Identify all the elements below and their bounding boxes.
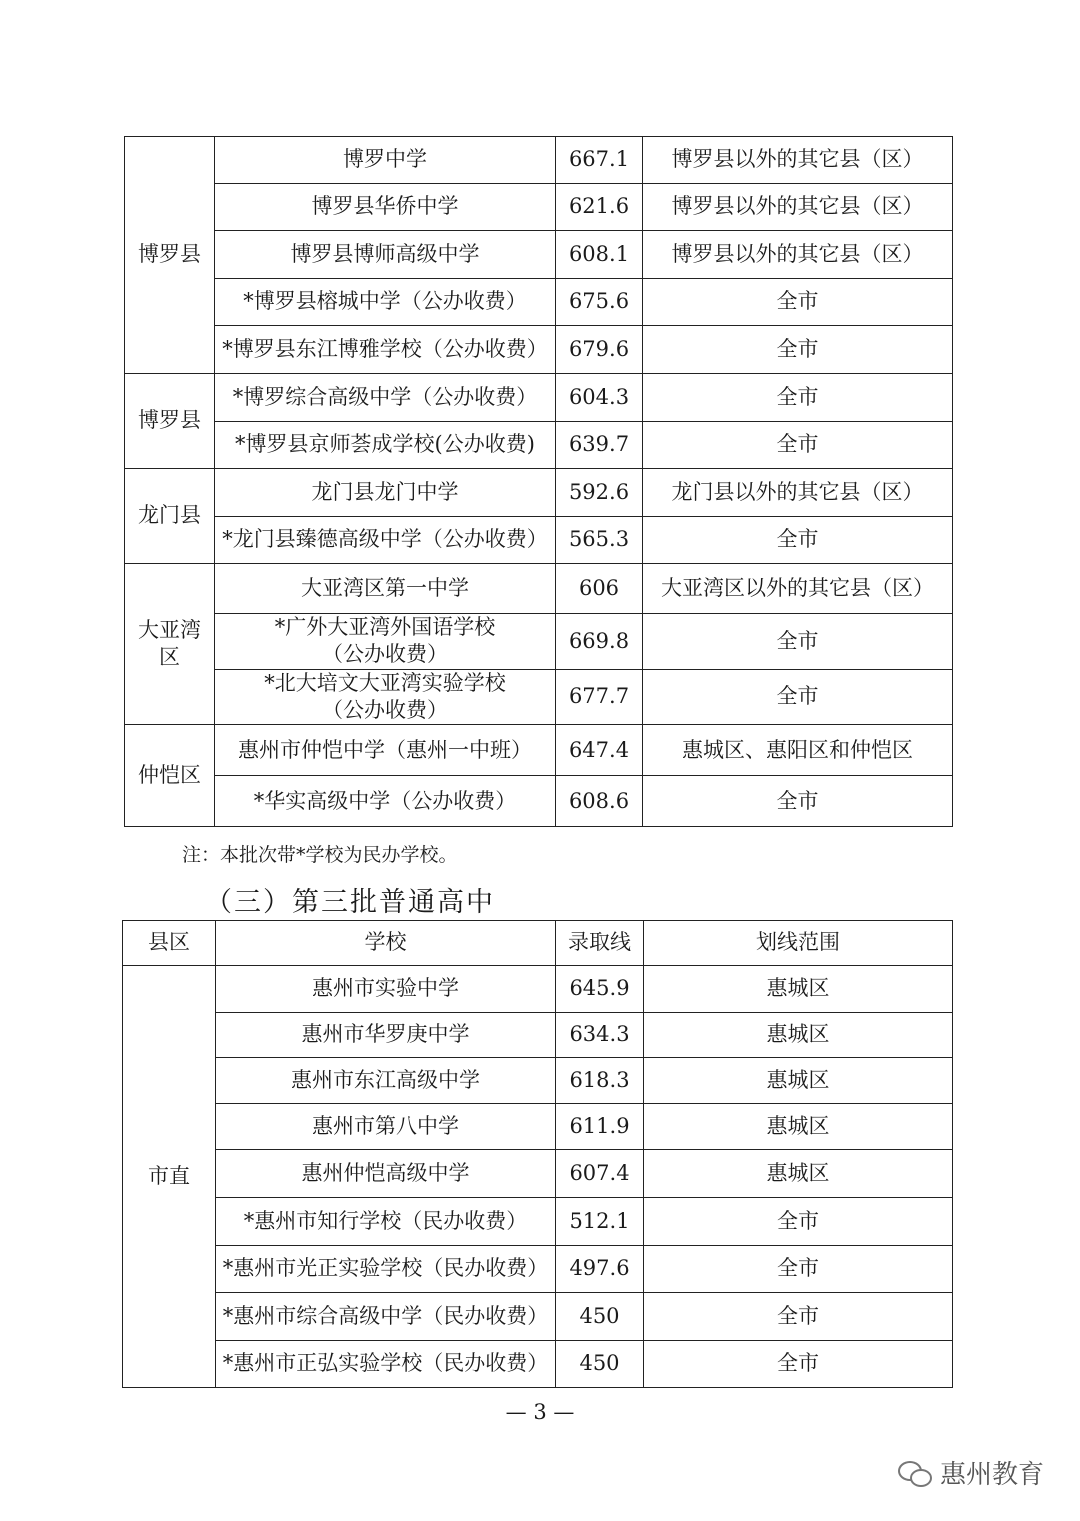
page-number: — 3 — bbox=[505, 1400, 575, 1424]
school-cell: *惠州市正弘实验学校（民办收费） bbox=[216, 1341, 556, 1388]
school-cell: *博罗县榕城中学（公办收费） bbox=[215, 279, 556, 326]
table-row bbox=[123, 1058, 953, 1104]
admission-table-batch2 bbox=[124, 136, 953, 827]
school-cell: 大亚湾区第一中学 bbox=[215, 564, 556, 614]
score-cell: 565.3 bbox=[556, 517, 643, 564]
school-cell: 龙门县龙门中学 bbox=[215, 469, 556, 517]
header-county: 县区 bbox=[123, 921, 216, 966]
range-cell: 全市 bbox=[643, 374, 953, 422]
county-cell: 博罗县 bbox=[125, 374, 215, 469]
table-row bbox=[123, 966, 953, 1013]
table-row bbox=[125, 614, 953, 670]
range-cell: 惠城区 bbox=[644, 966, 953, 1013]
table-row bbox=[125, 374, 953, 422]
score-cell: 592.6 bbox=[556, 469, 643, 517]
school-cell: 博罗县华侨中学 bbox=[215, 184, 556, 231]
section-heading: （三）第三批普通高中 bbox=[205, 887, 495, 918]
table-note: 注：本批次带*学校为民办学校。 bbox=[182, 844, 458, 866]
school-cell: 惠州市实验中学 bbox=[216, 966, 556, 1013]
score-cell: 512.1 bbox=[556, 1198, 644, 1246]
table-row bbox=[125, 564, 953, 614]
county-cell: 仲恺区 bbox=[125, 725, 215, 827]
school-cell: *惠州市知行学校（民办收费） bbox=[216, 1198, 556, 1246]
school-cell: *惠州市综合高级中学（民办收费） bbox=[216, 1293, 556, 1341]
table-row bbox=[123, 1013, 953, 1058]
range-cell: 全市 bbox=[643, 614, 953, 670]
score-cell: 675.6 bbox=[556, 279, 643, 326]
watermark-text: 惠州教育 bbox=[939, 1460, 1044, 1490]
score-cell: 634.3 bbox=[556, 1013, 644, 1058]
range-cell: 全市 bbox=[643, 776, 953, 827]
score-cell: 647.4 bbox=[556, 725, 643, 776]
score-cell: 604.3 bbox=[556, 374, 643, 422]
table-row bbox=[125, 279, 953, 326]
range-cell: 全市 bbox=[644, 1198, 953, 1246]
score-cell: 450 bbox=[556, 1293, 644, 1341]
school-cell: 惠州市第八中学 bbox=[216, 1104, 556, 1150]
table-row bbox=[125, 776, 953, 827]
county-cell: 市直 bbox=[123, 966, 216, 1388]
header-range: 划线范围 bbox=[644, 921, 953, 966]
range-cell: 龙门县以外的其它县（区） bbox=[643, 469, 953, 517]
score-cell: 645.9 bbox=[556, 966, 644, 1013]
school-cell: *华实高级中学（公办收费） bbox=[215, 776, 556, 827]
range-cell: 全市 bbox=[644, 1341, 953, 1388]
score-cell: 450 bbox=[556, 1341, 644, 1388]
score-cell: 607.4 bbox=[556, 1150, 644, 1198]
school-cell: 惠州市华罗庚中学 bbox=[216, 1013, 556, 1058]
range-cell: 博罗县以外的其它县（区） bbox=[643, 231, 953, 279]
school-cell: 博罗中学 bbox=[215, 137, 556, 184]
school-cell: 惠州市仲恺中学（惠州一中班） bbox=[215, 725, 556, 776]
score-cell: 669.8 bbox=[556, 614, 643, 670]
table-row bbox=[125, 422, 953, 469]
table-row bbox=[123, 1246, 953, 1293]
range-cell: 全市 bbox=[643, 279, 953, 326]
score-cell: 608.6 bbox=[556, 776, 643, 827]
score-cell: 679.6 bbox=[556, 326, 643, 374]
header-school: 学校 bbox=[216, 921, 556, 966]
range-cell: 大亚湾区以外的其它县（区） bbox=[643, 564, 953, 614]
score-cell: 639.7 bbox=[556, 422, 643, 469]
table-header-row bbox=[123, 921, 953, 966]
school-cell: *博罗综合高级中学（公办收费） bbox=[215, 374, 556, 422]
admission-table-batch3 bbox=[122, 920, 953, 1388]
table-row bbox=[123, 1150, 953, 1198]
score-cell: 497.6 bbox=[556, 1246, 644, 1293]
header-score: 录取线 bbox=[556, 921, 644, 966]
table-row bbox=[125, 669, 953, 725]
range-cell: 全市 bbox=[644, 1293, 953, 1341]
range-cell: 博罗县以外的其它县（区） bbox=[643, 137, 953, 184]
range-cell: 惠城区 bbox=[644, 1150, 953, 1198]
range-cell: 全市 bbox=[643, 422, 953, 469]
school-cell: *龙门县臻德高级中学（公办收费） bbox=[215, 517, 556, 564]
range-cell: 全市 bbox=[643, 326, 953, 374]
table-row bbox=[123, 1293, 953, 1341]
school-cell: 惠州仲恺高级中学 bbox=[216, 1150, 556, 1198]
table-row bbox=[125, 469, 953, 517]
school-cell: *北大培文大亚湾实验学校（公办收费） bbox=[215, 669, 556, 725]
school-cell: *博罗县东江博雅学校（公办收费） bbox=[215, 326, 556, 374]
range-cell: 全市 bbox=[643, 517, 953, 564]
table-row bbox=[123, 1341, 953, 1388]
range-cell: 全市 bbox=[643, 669, 953, 725]
county-cell: 博罗县 bbox=[125, 137, 215, 374]
score-cell: 677.7 bbox=[556, 669, 643, 725]
school-cell: *广外大亚湾外国语学校（公办收费） bbox=[215, 614, 556, 670]
table-row bbox=[125, 326, 953, 374]
school-cell: 博罗县博师高级中学 bbox=[215, 231, 556, 279]
range-cell: 惠城区、惠阳区和仲恺区 bbox=[643, 725, 953, 776]
table-row bbox=[123, 1198, 953, 1246]
score-cell: 618.3 bbox=[556, 1058, 644, 1104]
score-cell: 621.6 bbox=[556, 184, 643, 231]
table-row bbox=[125, 517, 953, 564]
table-row bbox=[125, 184, 953, 231]
school-cell: 惠州市东江高级中学 bbox=[216, 1058, 556, 1104]
table-row bbox=[125, 231, 953, 279]
score-cell: 667.1 bbox=[556, 137, 643, 184]
range-cell: 惠城区 bbox=[644, 1013, 953, 1058]
table-row bbox=[125, 725, 953, 776]
range-cell: 全市 bbox=[644, 1246, 953, 1293]
county-cell: 龙门县 bbox=[125, 469, 215, 564]
table-row bbox=[125, 137, 953, 184]
wechat-icon bbox=[898, 1459, 932, 1487]
range-cell: 惠城区 bbox=[644, 1104, 953, 1150]
table-row bbox=[123, 1104, 953, 1150]
school-cell: *惠州市光正实验学校（民办收费） bbox=[216, 1246, 556, 1293]
school-cell: *博罗县京师荟成学校(公办收费) bbox=[215, 422, 556, 469]
score-cell: 608.1 bbox=[556, 231, 643, 279]
score-cell: 606 bbox=[556, 564, 643, 614]
range-cell: 惠城区 bbox=[644, 1058, 953, 1104]
watermark bbox=[898, 1454, 1044, 1491]
score-cell: 611.9 bbox=[556, 1104, 644, 1150]
range-cell: 博罗县以外的其它县（区） bbox=[643, 184, 953, 231]
county-cell: 大亚湾区 bbox=[125, 564, 215, 725]
